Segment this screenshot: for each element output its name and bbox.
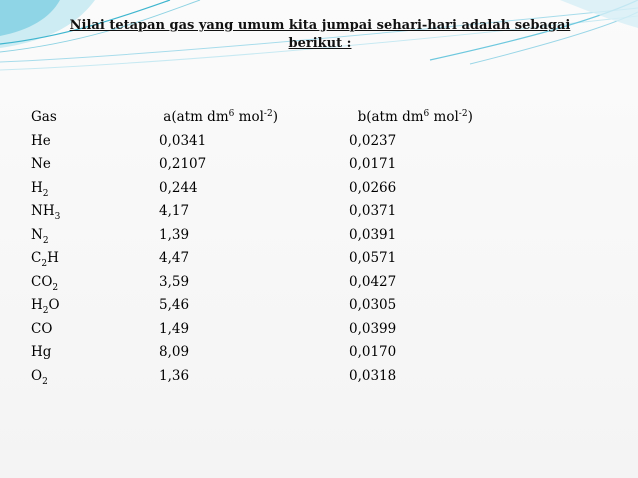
- cell-gas: $H_2$: [31, 179, 49, 199]
- cell-a: 3,59: [159, 273, 190, 290]
- table-row: [31, 155, 498, 179]
- cell-b: 0,0170: [349, 344, 397, 360]
- table-body: [31, 132, 498, 391]
- gas-constants-table: [31, 108, 498, 390]
- cell-a: 1,49: [159, 320, 190, 337]
- cell-b: 0,0171: [349, 156, 397, 172]
- cell-gas: $O_2$: [31, 367, 48, 387]
- page-title: [40, 17, 600, 53]
- table-row: [31, 179, 498, 203]
- cell-gas: Ne: [31, 156, 51, 172]
- header-b: b(atm $dm^6$ mol$^{-2}$): [357, 109, 473, 125]
- header-a: a(atm $dm^6$ mol$^{-2}$): [163, 109, 278, 125]
- cell-gas: $C_2H$: [31, 250, 59, 269]
- table-row: [31, 132, 498, 156]
- cell-a: 4,47: [159, 250, 190, 266]
- cell-gas: $NH_3$: [31, 203, 61, 222]
- cell-a: 1,36: [159, 367, 190, 384]
- cell-b: 0,0318: [349, 367, 397, 384]
- table-row: [31, 367, 498, 391]
- table-row: [31, 273, 498, 297]
- cell-gas: $CO_2$: [31, 273, 59, 293]
- cell-b: 0,0371: [349, 203, 397, 219]
- cell-a: 1,39: [159, 226, 190, 243]
- cell-gas: $H_2O$: [31, 297, 60, 316]
- cell-a: 8,09: [159, 344, 190, 360]
- table-row: [31, 249, 498, 273]
- title-line-1: Nilai tetapan gas yang umum kita jumpai sehari-hari adalah sebagai: [69, 18, 571, 33]
- cell-gas: CO: [31, 320, 53, 337]
- cell-gas: He: [31, 132, 51, 149]
- title-line-2: berikut :: [288, 36, 352, 51]
- cell-gas: $N_2$: [31, 226, 49, 246]
- cell-gas: Hg: [31, 344, 52, 360]
- cell-b: 0,0427: [349, 273, 397, 290]
- cell-b: 0,0571: [349, 250, 397, 266]
- cell-b: 0,0399: [349, 320, 397, 337]
- cell-a: 0,244: [159, 179, 198, 196]
- cell-a: 4,17: [159, 203, 190, 219]
- cell-b: 0,0266: [349, 179, 397, 196]
- cell-b: 0,0391: [349, 226, 397, 243]
- table-row: [31, 202, 498, 226]
- table-row: [31, 226, 498, 250]
- cell-b: 0,0237: [349, 132, 397, 149]
- cell-b: 0,0305: [349, 297, 397, 313]
- table-header: [31, 108, 498, 132]
- header-gas: Gas: [31, 109, 57, 125]
- table-row: [31, 343, 498, 367]
- cell-a: 0,2107: [159, 156, 207, 172]
- table-row: [31, 320, 498, 344]
- cell-a: 0,0341: [159, 132, 207, 149]
- table-row: [31, 296, 498, 320]
- cell-a: 5,46: [159, 297, 190, 313]
